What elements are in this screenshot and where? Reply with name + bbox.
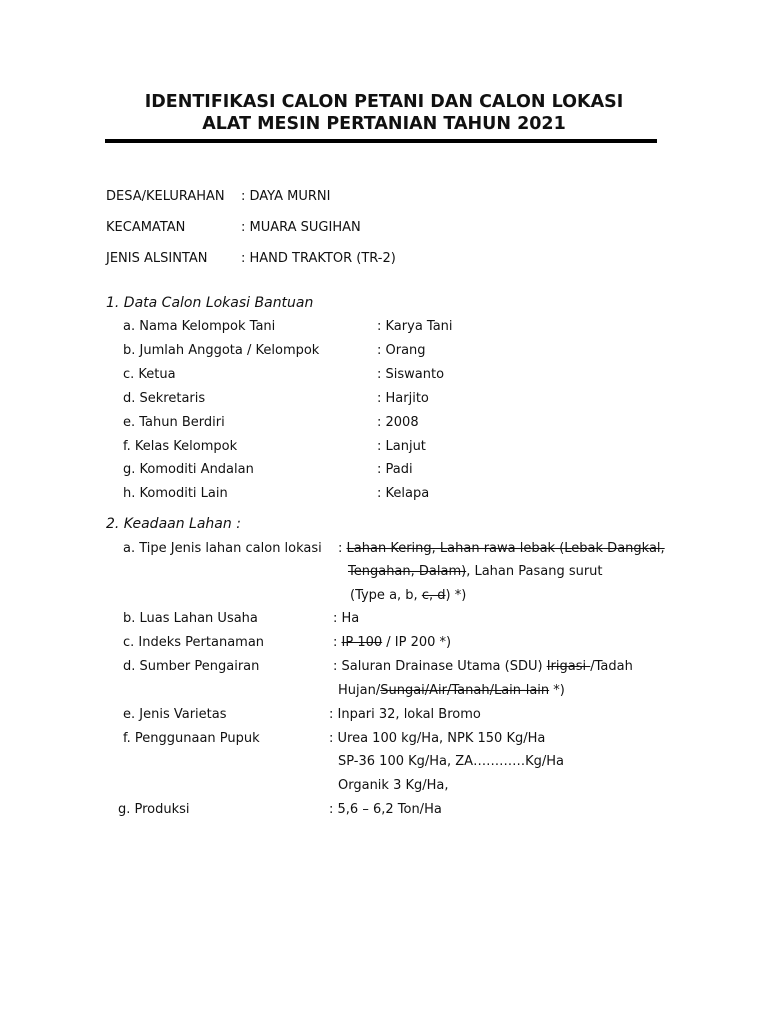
s1-label-b: b. Jumlah Anggota / Kelompok — [123, 343, 320, 358]
s2-label-b: b. Luas Lahan Usaha — [123, 611, 258, 626]
s1-label-h: h. Komoditi Lain — [123, 486, 228, 501]
s2-strike-sungai: Sungai/Air/Tanah/Lain-lain — [380, 683, 550, 698]
title-underline — [105, 139, 657, 143]
s1-value-b: : Orang — [377, 343, 426, 358]
s2-value-a-line1: : Lahan Kering, Lahan rawa lebak (Lebak Dangkal, — [338, 541, 665, 556]
s2-label-f: f. Penggunaan Pupuk — [123, 731, 260, 746]
s2-value-d-line1: : Saluran Drainase Utama (SDU) Irigasi /Tadah — [333, 659, 633, 674]
s1-value-c: : Siswanto — [377, 367, 445, 382]
s2-value-f-line3: Organik 3 Kg/Ha, — [338, 778, 449, 793]
s2-value-c: : IP 100 / IP 200 *) — [333, 635, 452, 650]
section1-heading: 1. Data Calon Lokasi Bantuan — [106, 295, 314, 311]
s2-value-e: : Inpari 32, lokal Bromo — [329, 707, 481, 722]
s2-value-f-line1: : Urea 100 kg/Ha, NPK 150 Kg/Ha — [329, 731, 546, 746]
s1-value-h: : Kelapa — [377, 486, 430, 501]
kecamatan-value: : MUARA SUGIHAN — [241, 220, 361, 235]
desa-label: DESA/KELURAHAN — [106, 189, 225, 204]
s1-label-e: e. Tahun Berdiri — [123, 415, 225, 430]
s2-value-f-line2: SP-36 100 Kg/Ha, ZA…………Kg/Ha — [338, 754, 564, 769]
s1-label-f: f. Kelas Kelompok — [123, 439, 238, 454]
s2-strike-land-types: Lahan Kering, Lahan rawa lebak (Lebak Dangkal, — [346, 541, 665, 556]
s2-label-g: g. Produksi — [118, 802, 190, 817]
alsintan-label: JENIS ALSINTAN — [106, 251, 208, 266]
kecamatan-label: KECAMATAN — [106, 220, 186, 235]
document-title-line2: ALAT MESIN PERTANIAN TAHUN 2021 — [202, 114, 566, 134]
s2-value-a-line3: (Type a, b, c, d) *) — [350, 588, 467, 603]
s1-value-a: : Karya Tani — [377, 319, 453, 334]
s2-label-d: d. Sumber Pengairan — [123, 659, 260, 674]
section2-heading: 2. Keadaan Lahan : — [106, 516, 241, 532]
s1-value-d: : Harjito — [377, 391, 429, 406]
s2-strike-type: c, d — [421, 588, 446, 603]
s2-value-a-line2: Tengahan, Dalam), Lahan Pasang surut — [348, 564, 603, 579]
s1-value-f: : Lanjut — [377, 439, 426, 454]
alsintan-value: : HAND TRAKTOR (TR-2) — [241, 251, 396, 266]
s2-label-a: a. Tipe Jenis lahan calon lokasi — [123, 541, 322, 556]
s2-label-e: e. Jenis Varietas — [123, 707, 227, 722]
s1-label-c: c. Ketua — [123, 367, 176, 382]
s1-value-e: : 2008 — [377, 415, 419, 430]
s2-strike-irigasi: Irigasi — [546, 659, 591, 674]
s1-label-a: a. Nama Kelompok Tani — [123, 319, 276, 334]
s2-label-c: c. Indeks Pertanaman — [123, 635, 265, 650]
desa-value: : DAYA MURNI — [241, 189, 331, 204]
s1-label-g: g. Komoditi Andalan — [123, 462, 254, 477]
s1-label-d: d. Sekretaris — [123, 391, 206, 406]
document-title-line1: IDENTIFIKASI CALON PETANI DAN CALON LOKASI — [144, 92, 624, 112]
s2-value-g: : 5,6 – 6,2 Ton/Ha — [329, 802, 442, 817]
s2-strike-lebak: Tengahan, Dalam) — [348, 564, 467, 579]
s2-value-b: : Ha — [333, 611, 360, 626]
s2-strike-ip100: IP 100 — [341, 635, 383, 650]
s2-value-d-line2: Hujan/Sungai/Air/Tanah/Lain-lain *) — [338, 683, 565, 698]
s1-value-g: : Padi — [377, 462, 413, 477]
